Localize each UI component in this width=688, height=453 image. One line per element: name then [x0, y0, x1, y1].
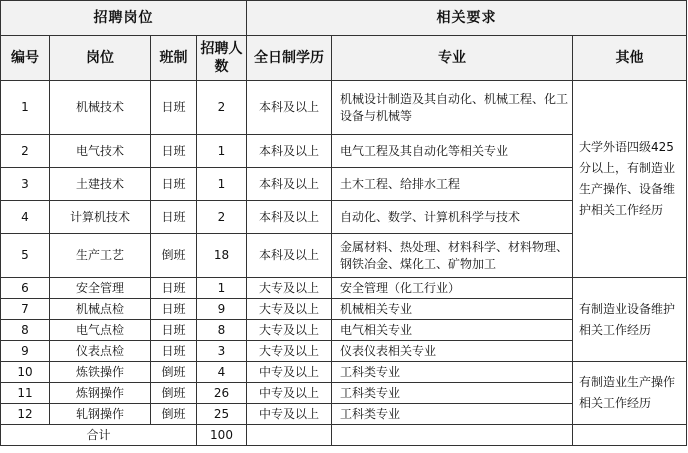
cell-position: 机械技术	[50, 81, 151, 135]
cell-count: 1	[197, 278, 247, 299]
cell-shift: 倒班	[151, 404, 197, 425]
cell-no: 12	[1, 404, 50, 425]
cell-position: 机械点检	[50, 299, 151, 320]
cell-position: 生产工艺	[50, 234, 151, 278]
col-header-shift: 班制	[151, 36, 197, 81]
cell-no: 1	[1, 81, 50, 135]
col-header-no: 编号	[1, 36, 50, 81]
col-header-education: 全日制学历	[247, 36, 332, 81]
cell-no: 5	[1, 234, 50, 278]
cell-no: 11	[1, 383, 50, 404]
cell-position: 仪表点检	[50, 341, 151, 362]
cell-empty	[247, 425, 332, 446]
cell-position: 轧钢操作	[50, 404, 151, 425]
col-header-position: 岗位	[50, 36, 151, 81]
cell-count: 25	[197, 404, 247, 425]
total-count: 100	[197, 425, 247, 446]
table-row	[1, 278, 687, 299]
cell-major: 工科类专业	[332, 362, 573, 383]
cell-position: 计算机技术	[50, 201, 151, 234]
cell-other-group2: 有制造业设备维护相关工作经历	[573, 278, 687, 362]
cell-education: 大专及以上	[247, 320, 332, 341]
cell-no: 6	[1, 278, 50, 299]
cell-education: 本科及以上	[247, 234, 332, 278]
cell-no: 10	[1, 362, 50, 383]
cell-shift: 倒班	[151, 383, 197, 404]
cell-education: 本科及以上	[247, 81, 332, 135]
cell-education: 大专及以上	[247, 341, 332, 362]
group-header-recruit: 招聘岗位	[1, 1, 247, 36]
cell-count: 26	[197, 383, 247, 404]
cell-empty	[573, 425, 687, 446]
cell-major: 仪表仪表相关专业	[332, 341, 573, 362]
cell-count: 9	[197, 299, 247, 320]
cell-major: 工科类专业	[332, 383, 573, 404]
cell-shift: 日班	[151, 320, 197, 341]
cell-education: 大专及以上	[247, 299, 332, 320]
cell-major: 安全管理（化工行业）	[332, 278, 573, 299]
cell-position: 土建技术	[50, 168, 151, 201]
cell-count: 4	[197, 362, 247, 383]
cell-position: 电气点检	[50, 320, 151, 341]
cell-major: 机械设计制造及其自动化、机械工程、化工设备与机械等	[332, 81, 573, 135]
cell-education: 中专及以上	[247, 362, 332, 383]
col-header-other: 其他	[573, 36, 687, 81]
cell-count: 8	[197, 320, 247, 341]
cell-major: 电气工程及其自动化等相关专业	[332, 135, 573, 168]
cell-major: 电气相关专业	[332, 320, 573, 341]
cell-position: 电气技术	[50, 135, 151, 168]
cell-major: 土木工程、给排水工程	[332, 168, 573, 201]
total-row	[1, 425, 687, 446]
cell-no: 7	[1, 299, 50, 320]
cell-major: 工科类专业	[332, 404, 573, 425]
cell-no: 2	[1, 135, 50, 168]
cell-no: 3	[1, 168, 50, 201]
cell-major: 机械相关专业	[332, 299, 573, 320]
cell-other-group3: 有制造业生产操作相关工作经历	[573, 362, 687, 425]
cell-position: 安全管理	[50, 278, 151, 299]
cell-major: 自动化、数学、计算机科学与技术	[332, 201, 573, 234]
cell-position: 炼钢操作	[50, 383, 151, 404]
cell-other-group1: 大学外语四级425分以上，有制造业生产操作、设备维护相关工作经历	[573, 81, 687, 278]
cell-shift: 日班	[151, 81, 197, 135]
cell-education: 中专及以上	[247, 383, 332, 404]
cell-shift: 日班	[151, 299, 197, 320]
cell-shift: 日班	[151, 201, 197, 234]
cell-position: 炼铁操作	[50, 362, 151, 383]
cell-education: 本科及以上	[247, 168, 332, 201]
table-row	[1, 362, 687, 383]
total-label: 合计	[1, 425, 197, 446]
cell-empty	[332, 425, 573, 446]
cell-education: 大专及以上	[247, 278, 332, 299]
cell-education: 本科及以上	[247, 135, 332, 168]
cell-shift: 日班	[151, 168, 197, 201]
cell-count: 2	[197, 81, 247, 135]
cell-shift: 日班	[151, 135, 197, 168]
group-header-requirements: 相关要求	[247, 1, 687, 36]
col-header-major: 专业	[332, 36, 573, 81]
cell-education: 本科及以上	[247, 201, 332, 234]
cell-major: 金属材料、热处理、材料科学、材料物理、钢铁冶金、煤化工、矿物加工	[332, 234, 573, 278]
cell-shift: 倒班	[151, 362, 197, 383]
col-header-count: 招聘人数	[197, 36, 247, 81]
table-row	[1, 81, 687, 135]
cell-shift: 倒班	[151, 234, 197, 278]
cell-count: 1	[197, 135, 247, 168]
cell-no: 9	[1, 341, 50, 362]
cell-education: 中专及以上	[247, 404, 332, 425]
cell-count: 18	[197, 234, 247, 278]
cell-count: 3	[197, 341, 247, 362]
cell-shift: 日班	[151, 341, 197, 362]
cell-count: 2	[197, 201, 247, 234]
cell-count: 1	[197, 168, 247, 201]
cell-no: 4	[1, 201, 50, 234]
cell-no: 8	[1, 320, 50, 341]
cell-shift: 日班	[151, 278, 197, 299]
